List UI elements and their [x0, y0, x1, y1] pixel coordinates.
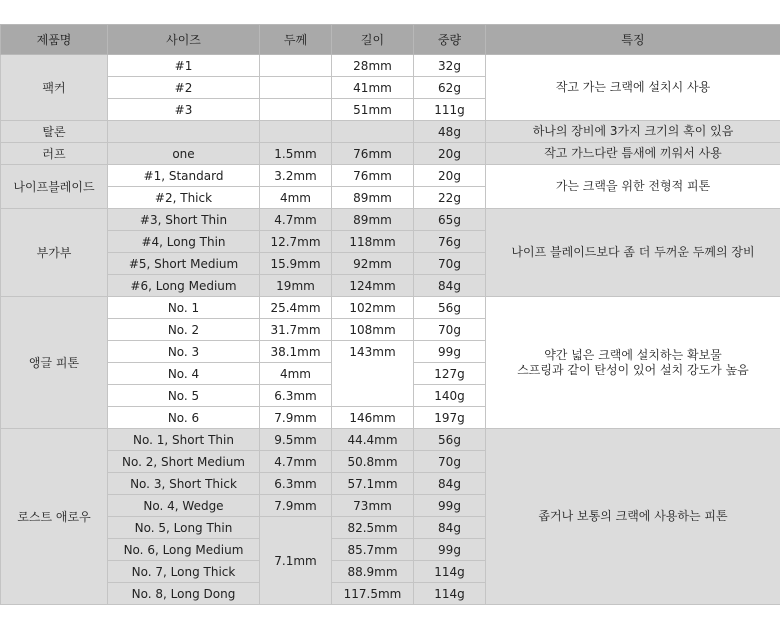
table-row	[1, 297, 780, 319]
length-cell: 146mm	[332, 407, 414, 429]
thickness-cell	[260, 55, 332, 77]
weight-cell: 114g	[414, 561, 486, 583]
thickness-cell: 19mm	[260, 275, 332, 297]
length-cell: 85.7mm	[332, 539, 414, 561]
size-cell: one	[108, 143, 260, 165]
length-cell: 76mm	[332, 165, 414, 187]
weight-cell: 62g	[414, 77, 486, 99]
length-cell: 50.8mm	[332, 451, 414, 473]
size-cell: #3, Short Thin	[108, 209, 260, 231]
thickness-cell: 4.7mm	[260, 209, 332, 231]
product-name: 팩커	[1, 55, 108, 121]
length-cell: 41mm	[332, 77, 414, 99]
size-cell: No. 5, Long Thin	[108, 517, 260, 539]
length-cell: 118mm	[332, 231, 414, 253]
thickness-cell: 4mm	[260, 187, 332, 209]
length-cell	[332, 121, 414, 143]
weight-cell: 70g	[414, 253, 486, 275]
length-cell: 51mm	[332, 99, 414, 121]
weight-cell: 114g	[414, 583, 486, 605]
weight-cell: 99g	[414, 539, 486, 561]
thickness-cell	[260, 121, 332, 143]
thickness-cell-merged: 7.1mm	[260, 517, 332, 605]
feature-cell: 가는 크랙을 위한 전형적 피톤	[486, 165, 780, 209]
thickness-cell: 25.4mm	[260, 297, 332, 319]
spec-table	[0, 24, 780, 605]
thickness-cell: 9.5mm	[260, 429, 332, 451]
size-cell: No. 3, Short Thick	[108, 473, 260, 495]
size-cell: #5, Short Medium	[108, 253, 260, 275]
size-cell: No. 1	[108, 297, 260, 319]
table-row	[1, 209, 780, 231]
feature-cell	[486, 297, 780, 429]
length-cell: 88.9mm	[332, 561, 414, 583]
product-name: 탈론	[1, 121, 108, 143]
length-cell: 108mm	[332, 319, 414, 341]
size-cell: #4, Long Thin	[108, 231, 260, 253]
feature-line: 스프링과 같이 탄성이 있어 설치 강도가 높음	[517, 362, 749, 377]
product-name: 러프	[1, 143, 108, 165]
thickness-cell: 38.1mm	[260, 341, 332, 363]
feature-cell: 하나의 장비에 3가지 크기의 혹이 있음	[486, 121, 780, 143]
thickness-cell: 31.7mm	[260, 319, 332, 341]
table-header	[1, 25, 780, 55]
thickness-cell: 1.5mm	[260, 143, 332, 165]
thickness-cell: 12.7mm	[260, 231, 332, 253]
thickness-cell: 7.9mm	[260, 407, 332, 429]
product-name: 나이프블레이드	[1, 165, 108, 209]
weight-cell: 84g	[414, 275, 486, 297]
length-cell: 89mm	[332, 187, 414, 209]
weight-cell: 99g	[414, 341, 486, 363]
weight-cell: 127g	[414, 363, 486, 385]
header-size: 사이즈	[108, 25, 260, 55]
length-cell: 82.5mm	[332, 517, 414, 539]
size-cell: No. 6, Long Medium	[108, 539, 260, 561]
weight-cell: 20g	[414, 165, 486, 187]
feature-line: 약간 넓은 크랙에 설치하는 확보물	[544, 347, 722, 362]
length-cell: 57.1mm	[332, 473, 414, 495]
thickness-cell: 15.9mm	[260, 253, 332, 275]
header-name: 제품명	[1, 25, 108, 55]
product-name: 로스트 애로우	[1, 429, 108, 605]
thickness-cell: 4mm	[260, 363, 332, 385]
weight-cell: 76g	[414, 231, 486, 253]
size-cell: No. 1, Short Thin	[108, 429, 260, 451]
length-cell: 73mm	[332, 495, 414, 517]
header-thickness: 두께	[260, 25, 332, 55]
size-cell: #1, Standard	[108, 165, 260, 187]
table-row	[1, 165, 780, 187]
length-cell: 89mm	[332, 209, 414, 231]
weight-cell: 70g	[414, 319, 486, 341]
size-cell: No. 6	[108, 407, 260, 429]
thickness-cell: 4.7mm	[260, 451, 332, 473]
size-cell: #2	[108, 77, 260, 99]
weight-cell: 65g	[414, 209, 486, 231]
size-cell: #3	[108, 99, 260, 121]
length-cell: 117.5mm	[332, 583, 414, 605]
weight-cell: 84g	[414, 473, 486, 495]
table-row	[1, 143, 780, 165]
length-cell: 28mm	[332, 55, 414, 77]
table-body	[1, 55, 780, 605]
thickness-cell	[260, 77, 332, 99]
size-cell: #2, Thick	[108, 187, 260, 209]
header-feature: 특징	[486, 25, 780, 55]
size-cell: No. 7, Long Thick	[108, 561, 260, 583]
feature-cell: 나이프 블레이드보다 좀 더 두꺼운 두께의 장비	[486, 209, 780, 297]
weight-cell: 32g	[414, 55, 486, 77]
length-cell: 76mm	[332, 143, 414, 165]
product-name: 앵글 피톤	[1, 297, 108, 429]
length-cell-merged: 143mm	[332, 341, 414, 407]
feature-cell: 작고 가느다란 틈새에 끼워서 사용	[486, 143, 780, 165]
weight-cell: 197g	[414, 407, 486, 429]
size-cell: No. 5	[108, 385, 260, 407]
feature-cell: 작고 가는 크랙에 설치시 사용	[486, 55, 780, 121]
size-cell: No. 2, Short Medium	[108, 451, 260, 473]
thickness-cell: 3.2mm	[260, 165, 332, 187]
weight-cell: 22g	[414, 187, 486, 209]
size-cell: No. 3	[108, 341, 260, 363]
weight-cell: 70g	[414, 451, 486, 473]
length-cell: 44.4mm	[332, 429, 414, 451]
product-name: 부가부	[1, 209, 108, 297]
length-cell: 124mm	[332, 275, 414, 297]
length-cell: 102mm	[332, 297, 414, 319]
weight-cell: 20g	[414, 143, 486, 165]
size-cell	[108, 121, 260, 143]
weight-cell: 140g	[414, 385, 486, 407]
size-cell: No. 2	[108, 319, 260, 341]
weight-cell: 48g	[414, 121, 486, 143]
weight-cell: 111g	[414, 99, 486, 121]
feature-cell: 좁거나 보통의 크랙에 사용하는 피톤	[486, 429, 780, 605]
weight-cell: 84g	[414, 517, 486, 539]
size-cell: #6, Long Medium	[108, 275, 260, 297]
thickness-cell: 6.3mm	[260, 385, 332, 407]
thickness-cell: 7.9mm	[260, 495, 332, 517]
size-cell: No. 8, Long Dong	[108, 583, 260, 605]
thickness-cell	[260, 99, 332, 121]
thickness-cell: 6.3mm	[260, 473, 332, 495]
size-cell: No. 4	[108, 363, 260, 385]
size-cell: #1	[108, 55, 260, 77]
table-row	[1, 121, 780, 143]
length-cell: 92mm	[332, 253, 414, 275]
size-cell: No. 4, Wedge	[108, 495, 260, 517]
spec-table-wrapper	[0, 24, 780, 605]
weight-cell: 56g	[414, 429, 486, 451]
table-row	[1, 429, 780, 451]
header-weight: 중량	[414, 25, 486, 55]
header-length: 길이	[332, 25, 414, 55]
weight-cell: 99g	[414, 495, 486, 517]
weight-cell: 56g	[414, 297, 486, 319]
table-row	[1, 55, 780, 77]
